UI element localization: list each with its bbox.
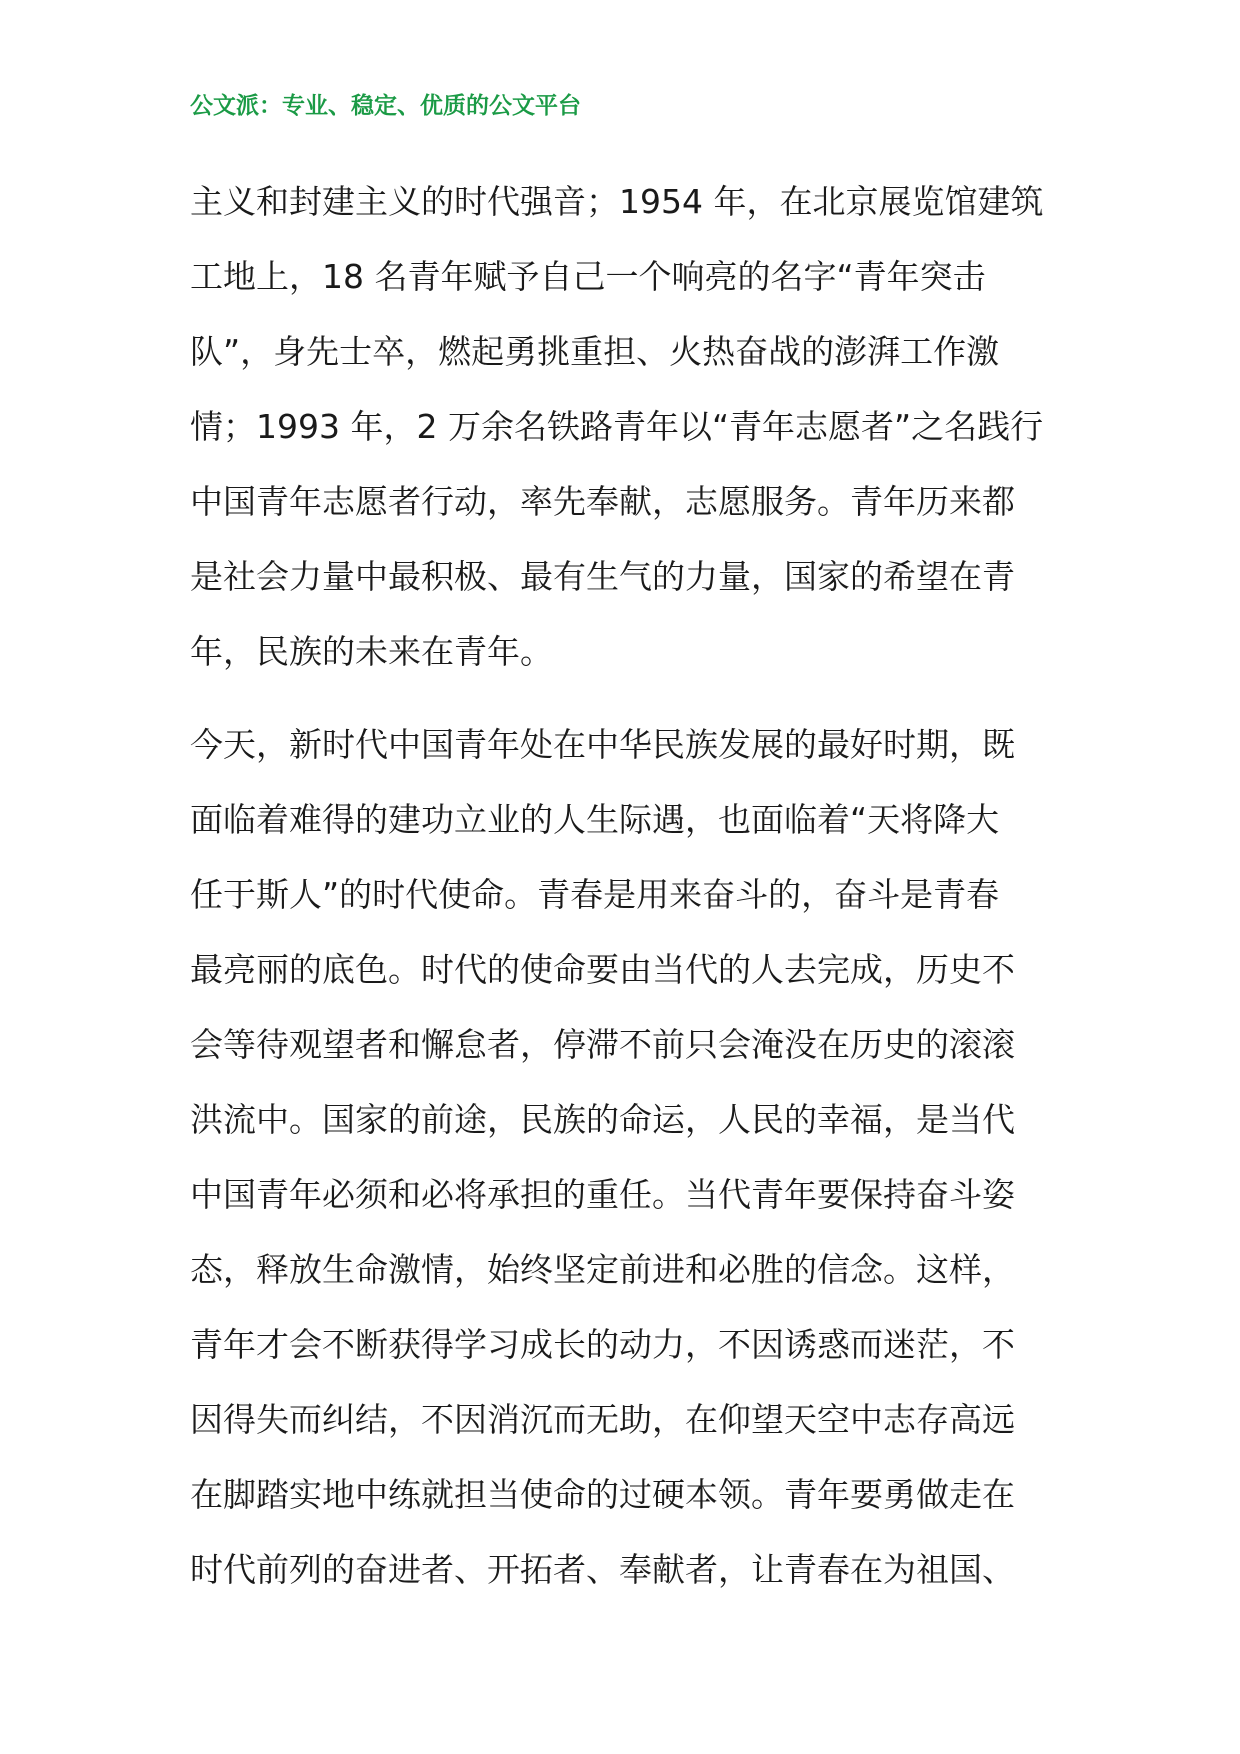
text-line: 面临着难得的建功立业的人生际遇，也面临着“天将降大 — [190, 800, 1000, 839]
text-line: 最亮丽的底色。时代的使命要由当代的人去完成，历史不 — [190, 950, 1015, 989]
paragraph-2 — [190, 707, 1090, 1607]
text-line: 情；1993 年，2 万余名铁路青年以“青年志愿者”之名践行 — [190, 407, 1044, 446]
paragraph-1 — [190, 164, 1090, 689]
text-line: 今天，新时代中国青年处在中华民族发展的最好时期，既 — [190, 725, 1015, 764]
text-line: 因得失而纠结，不因消沉而无助，在仰望天空中志存高远 — [190, 1400, 1015, 1439]
paragraph-spacer — [190, 689, 1090, 707]
text-line: 时代前列的奋进者、开拓者、奉献者，让青春在为祖国、 — [190, 1550, 1015, 1589]
text-line: 中国青年志愿者行动，率先奉献，志愿服务。青年历来都 — [190, 482, 1015, 521]
text-line: 年，民族的未来在青年。 — [190, 632, 553, 671]
header-banner: 公文派：专业、稳定、优质的公文平台 — [190, 93, 581, 119]
text-line: 洪流中。国家的前途，民族的命运，人民的幸福，是当代 — [190, 1100, 1015, 1139]
text-line: 队”，身先士卒，燃起勇挑重担、火热奋战的澎湃工作激 — [190, 332, 1000, 371]
text-line: 主义和封建主义的时代强音；1954 年，在北京展览馆建筑 — [190, 182, 1044, 221]
body-text — [190, 164, 1090, 1607]
text-line: 在脚踏实地中练就担当使命的过硬本领。青年要勇做走在 — [190, 1475, 1015, 1514]
text-line: 任于斯人”的时代使命。青春是用来奋斗的，奋斗是青春 — [190, 875, 1000, 914]
text-line: 是社会力量中最积极、最有生气的力量，国家的希望在青 — [190, 557, 1015, 596]
text-line: 青年才会不断获得学习成长的动力，不因诱惑而迷茫，不 — [190, 1325, 1015, 1364]
text-line: 工地上，18 名青年赋予自己一个响亮的名字“青年突击 — [190, 257, 986, 296]
text-line: 会等待观望者和懈怠者，停滞不前只会淹没在历史的滚滚 — [190, 1025, 1015, 1064]
text-line: 态，释放生命激情，始终坚定前进和必胜的信念。这样， — [190, 1250, 1015, 1289]
text-line: 中国青年必须和必将承担的重任。当代青年要保持奋斗姿 — [190, 1175, 1015, 1214]
